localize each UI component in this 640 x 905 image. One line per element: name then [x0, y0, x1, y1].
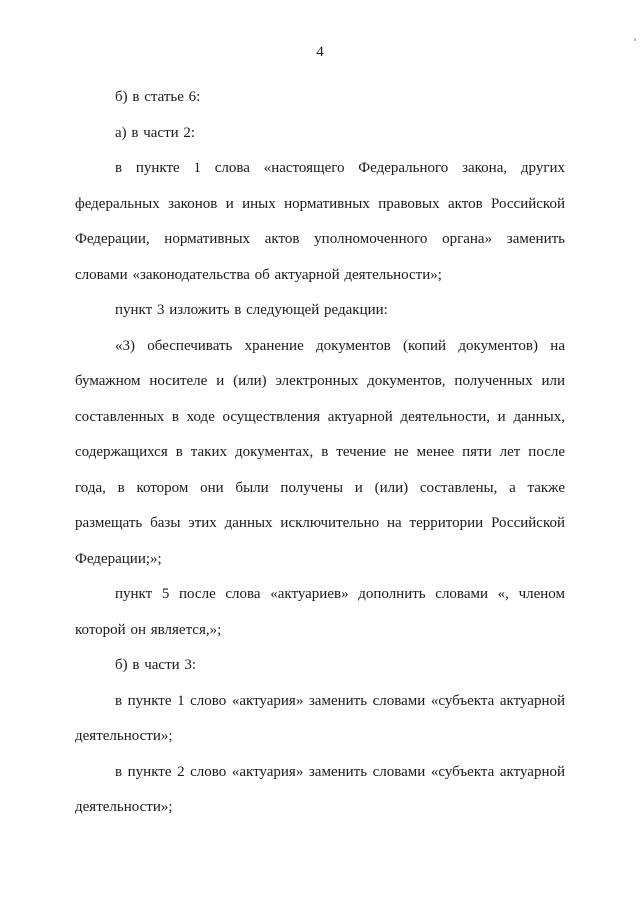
page-number: 4: [316, 44, 324, 60]
paragraph-point-3-text: «3) обеспечивать хранение документов (копий документов) на бумажном носителе и (или) электронных документов, полученных или составленных в ходе осуществления актуарной деятельности, и данных, содержащихся в таких документах, в течение не менее пяти лет после года, в котором они были получены и (или) составлены, а также размещать базы этих данных исключительно на территории Российской Федерации;»;: [75, 337, 565, 567]
paragraph-point-3-intro: пункт 3 изложить в следующей редакции:: [115, 302, 388, 318]
paragraph-part-3-point-2: в пункте 2 слово «актуария» заменить словами «субъекта актуарной деятельности»;: [75, 763, 565, 815]
document-body: [75, 80, 565, 826]
paragraph-part-2: а) в части 2:: [115, 124, 196, 141]
paragraph-point-5-addition: пункт 5 после слова «актуариев» дополнить словами «, членом которой он является,»;: [75, 586, 565, 638]
paragraph-part-3: б) в части 3:: [115, 657, 197, 673]
paragraph-point-1-replacement: в пункте 1 слова «настоящего Федерального закона, других федеральных законов и иных нормативных правовых актов Российской Федерации, нормативных актов уполномоченного органа» заменить словами «законодательства об актуарной деятельности»;: [75, 160, 565, 283]
paragraph-article-6: б) в статье 6:: [115, 89, 201, 105]
scan-mark: [634, 38, 636, 41]
paragraph-part-3-point-1: в пункте 1 слово «актуария» заменить словами «субъекта актуарной деятельности»;: [75, 692, 565, 744]
